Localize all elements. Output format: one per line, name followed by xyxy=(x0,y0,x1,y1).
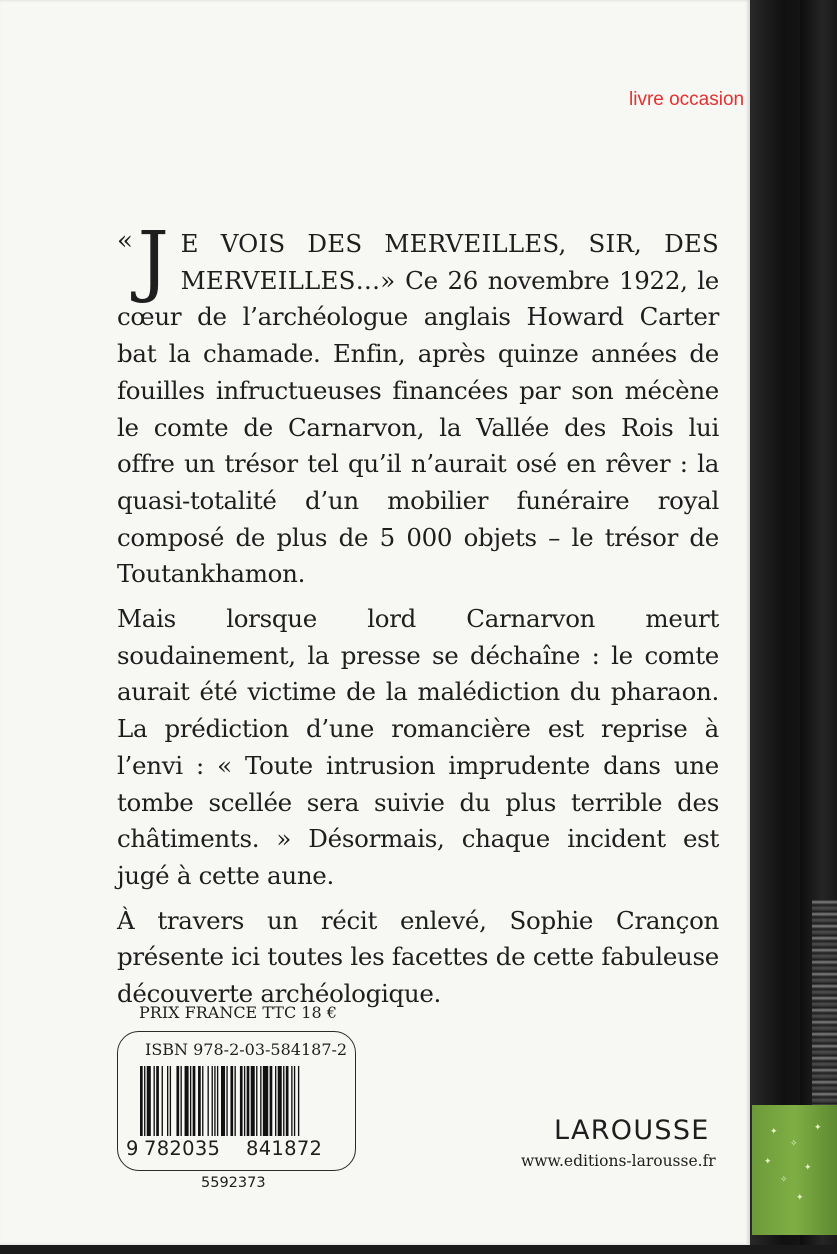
blurb-paragraph-2: Mais lorsque lord Carnarvon meurt soudainement, la presse se déchaîne : le comte aurait été victime de la malédiction du pharaon. La prédiction d’une romancière est reprise à l’envi : « Toute intrusion imprudente dans une tombe scellée sera suivie du plus terrible des châtiments. » Désormais, chaque incident est jugé à cette aune. xyxy=(117,604,719,890)
barcode xyxy=(140,1066,336,1136)
barcode-bar xyxy=(251,1066,255,1136)
barcode-bar xyxy=(298,1066,299,1136)
barcode-bar xyxy=(176,1066,179,1136)
barcode-bar xyxy=(140,1066,143,1136)
barcode-bar xyxy=(198,1066,201,1136)
barcode-first-digit: 9 xyxy=(126,1137,139,1160)
barcode-bar xyxy=(270,1066,273,1136)
publisher-logo-text: LAROUSSE xyxy=(554,1115,710,1146)
barcode-digits xyxy=(126,1137,336,1161)
blurb-paragraph-1-text: Ce 26 novembre 1922, le cœur de l’archéologue anglais Howard Carter bat la chamade. Enfin, après quinze années de fouilles infructueuses financées par son mécène le comte de Carnarvon, la Vallée des Rois lui offre un trésor tel qu’il n’aurait osé en rêver : la quasi-totalité d’un mobilier funéraire royal composé de plus de 5 000 objets – le trésor de Toutankhamon. xyxy=(117,265,719,589)
barcode-graphic xyxy=(140,1066,336,1136)
barcode-bar xyxy=(256,1066,257,1136)
barcode-bar xyxy=(247,1066,250,1136)
barcode-bar xyxy=(170,1066,171,1136)
blurb-paragraph-3: À travers un récit enlevé, Sophie Crançon présente ici toutes les facettes de cette fabuleuse découverte archéologique. xyxy=(117,905,719,1009)
barcode-bar xyxy=(193,1066,196,1136)
barcode-bar xyxy=(260,1066,261,1136)
bottom-edge xyxy=(0,1245,837,1254)
barcode-bar xyxy=(291,1066,292,1136)
barcode-bar xyxy=(244,1066,245,1136)
barcode-bar xyxy=(294,1066,295,1136)
barcode-bar xyxy=(144,1066,145,1136)
barcode-bar xyxy=(263,1066,268,1136)
barcode-right-group: 841872 xyxy=(246,1137,323,1160)
barcode-bar xyxy=(240,1066,243,1136)
barcode-bar xyxy=(286,1066,289,1136)
barcode-bar xyxy=(283,1066,284,1136)
barcode-bar xyxy=(235,1066,236,1136)
barcode-bar xyxy=(156,1066,159,1136)
isbn-number: ISBN 978-2-03-584187-2 xyxy=(145,1040,348,1059)
blurb-first-line: E VOIS DES MERVEILLES, SIR, DES MERVEILLES…» xyxy=(180,229,719,295)
barcode-bar xyxy=(221,1066,225,1136)
barcode-bar xyxy=(162,1066,163,1136)
internal-code: 5592373 xyxy=(201,1175,266,1191)
blurb-text xyxy=(117,216,719,1021)
barcode-bar xyxy=(181,1066,182,1136)
barcode-bar xyxy=(212,1066,213,1136)
drop-cap: J xyxy=(137,216,169,306)
barcode-bar xyxy=(147,1066,151,1136)
barcode-bar xyxy=(167,1066,168,1136)
barcode-bar xyxy=(190,1066,191,1136)
price-label: PRIX FRANCE TTC 18 € xyxy=(139,1003,337,1022)
spine-texture xyxy=(812,900,837,1110)
spine-green-band: ✦ ✧ ✦ ✦ ✧ ✦ ✦ xyxy=(752,1105,837,1235)
barcode-bar xyxy=(278,1066,282,1136)
barcode-bar xyxy=(208,1066,209,1136)
sticker-label: livre occasion xyxy=(629,89,745,110)
barcode-bar xyxy=(226,1066,227,1136)
publisher-website: www.editions-larousse.fr xyxy=(521,1152,716,1170)
barcode-left-group: 782035 xyxy=(144,1137,221,1160)
barcode-bar xyxy=(185,1066,189,1136)
opening-quote: « xyxy=(117,226,133,256)
barcode-bar xyxy=(154,1066,155,1136)
barcode-bar xyxy=(214,1066,215,1136)
barcode-bar xyxy=(217,1066,218,1136)
barcode-bar xyxy=(202,1066,203,1136)
blurb-paragraph-1 xyxy=(117,216,719,593)
barcode-bar xyxy=(230,1066,233,1136)
barcode-bar xyxy=(275,1066,276,1136)
